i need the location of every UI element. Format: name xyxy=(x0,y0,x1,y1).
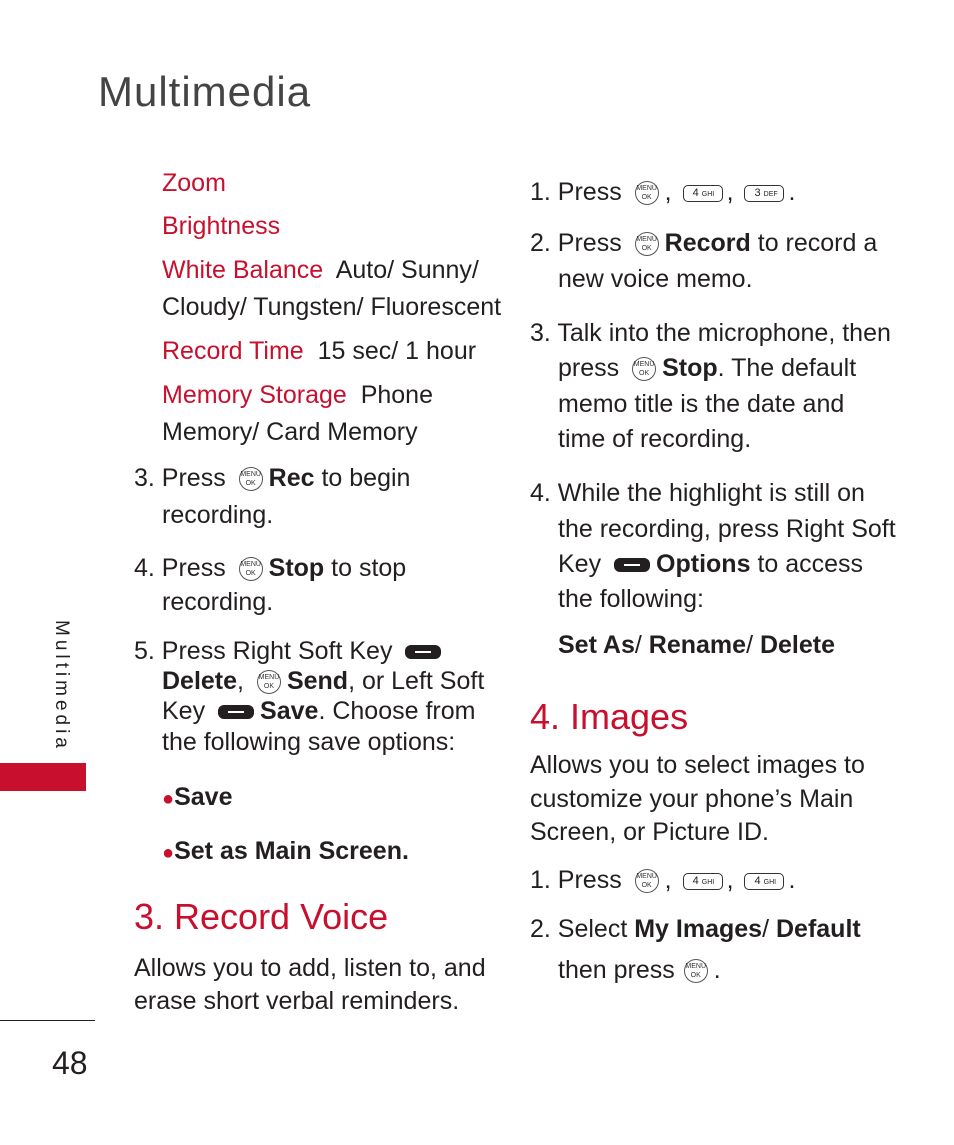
option-brightness: Brightness xyxy=(162,212,281,240)
section-4-heading: 4. Images xyxy=(530,696,689,737)
left-soft-key-icon xyxy=(218,705,254,719)
key-4-icon: 4 GHI xyxy=(683,185,723,202)
rv-step-3-line3: memo title is the date and xyxy=(558,390,845,418)
section-4-desc-line1: Allows you to select images to xyxy=(530,751,865,779)
key-3-icon: 3 DEF xyxy=(744,185,784,202)
footer-rule xyxy=(0,1020,95,1021)
step-3: 3. Press MENU OK Rec to begin xyxy=(134,464,411,492)
rv-step-4-line3: Key Options to access xyxy=(558,550,864,578)
section-3-heading: 3. Record Voice xyxy=(134,896,389,937)
white-balance-values: Cloudy/ Tungsten/ Fluorescent xyxy=(162,293,502,321)
option-zoom: Zoom xyxy=(162,169,226,197)
step-3-line2: recording. xyxy=(162,501,274,529)
page-title: Multimedia xyxy=(98,68,312,115)
menu-ok-key-icon: MENU OK xyxy=(239,467,263,491)
option-memory-storage: Memory Storage Phone xyxy=(162,381,433,409)
section-3-desc-line2: erase short verbal reminders. xyxy=(134,987,460,1015)
section-tab-marker xyxy=(0,763,86,791)
step-5-line4: the following save options: xyxy=(162,728,456,756)
menu-ok-key-icon: MENU OK xyxy=(239,557,263,581)
option-white-balance: White Balance Auto/ Sunny/ xyxy=(162,256,479,284)
rv-options-list: Set As/ Rename/ Delete xyxy=(558,631,836,659)
img-step-2-line2: then press MENU OK . xyxy=(558,956,721,984)
step-5: 5. Press Right Soft Key xyxy=(134,634,447,668)
rv-step-2-line2: new voice memo. xyxy=(558,265,753,293)
bullet-save: ●Save xyxy=(162,783,233,811)
right-soft-key-icon xyxy=(405,645,441,659)
rv-step-4: 4. While the highlight is still on xyxy=(530,479,865,507)
rv-step-4-line4: the following: xyxy=(558,585,704,613)
bullet-icon: ● xyxy=(162,788,175,810)
rv-step-3: 3. Talk into the microphone, then xyxy=(530,319,891,347)
section-4-desc-line3: Screen, or Picture ID. xyxy=(530,818,769,846)
step-4-line2: recording. xyxy=(162,588,274,616)
section-4-desc-line2: customize your phone’s Main xyxy=(530,785,854,813)
img-step-1: 1. Press MENU OK , 4 GHI , 4 GHI . xyxy=(530,866,796,894)
rv-step-4-line2: the recording, press Right Soft xyxy=(558,515,896,543)
menu-ok-key-icon: MENU OK xyxy=(632,357,656,381)
step-5-line3: Key Save. Choose from xyxy=(162,697,476,725)
bullet-icon: ● xyxy=(162,842,175,864)
rv-step-1: 1. Press MENU OK , 4 GHI , 3 DEF . xyxy=(530,178,796,206)
rv-step-2: 2. Press MENU OK Record to record a xyxy=(530,229,878,257)
side-section-label: Multimedia xyxy=(51,620,72,752)
memory-storage-values: Memory/ Card Memory xyxy=(162,418,418,446)
key-4-icon: 4 GHI xyxy=(683,873,723,890)
menu-ok-key-icon: MENU OK xyxy=(635,181,659,205)
bullet-set-main-screen: ●Set as Main Screen. xyxy=(162,837,409,865)
step-4: 4. Press MENU OK Stop to stop xyxy=(134,554,407,582)
rv-step-3-line4: time of recording. xyxy=(558,425,752,453)
right-soft-key-icon xyxy=(614,558,650,572)
section-3-desc-line1: Allows you to add, listen to, and xyxy=(134,954,486,982)
img-step-2: 2. Select My Images/ Default xyxy=(530,915,861,943)
step-5-line2: Delete, MENU OK Send, or Left Soft xyxy=(162,667,485,695)
menu-ok-key-icon: MENU OK xyxy=(684,959,708,983)
key-4-icon: 4 GHI xyxy=(744,873,784,890)
page-number: 48 xyxy=(52,1045,88,1081)
rv-step-3-line2: press MENU OK Stop. The default xyxy=(558,354,857,382)
menu-ok-key-icon: MENU OK xyxy=(635,869,659,893)
menu-ok-key-icon: MENU OK xyxy=(635,232,659,256)
option-record-time: Record Time 15 sec/ 1 hour xyxy=(162,337,477,365)
menu-ok-key-icon: MENU OK xyxy=(257,670,281,694)
